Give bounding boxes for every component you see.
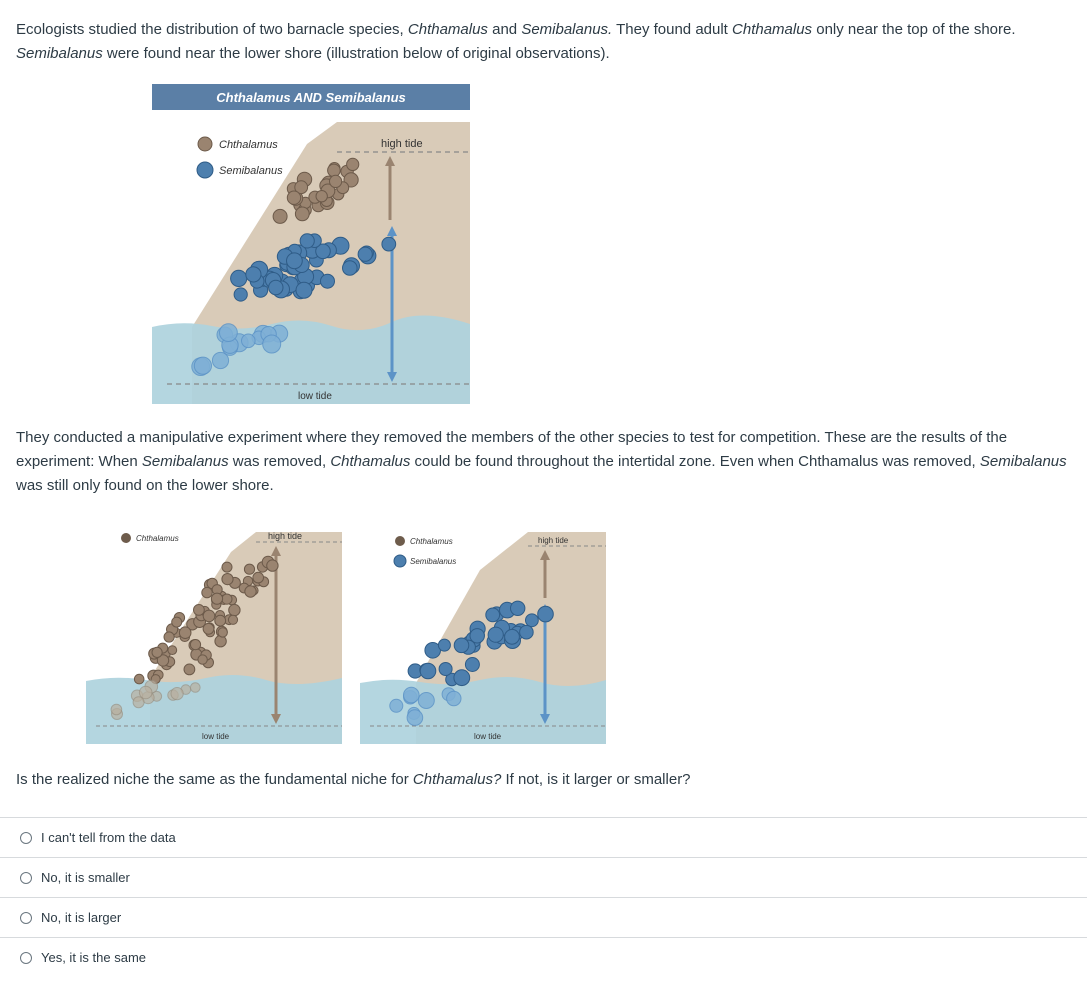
barnacle [382, 237, 396, 251]
answer-option-cant-tell[interactable] [0, 817, 1087, 857]
barnacle [300, 234, 314, 248]
high-tide-label: high tide [381, 138, 423, 150]
low-tide-label: low tide [298, 391, 332, 402]
barnacle [111, 704, 122, 715]
barnacle [328, 164, 341, 177]
radio-button[interactable] [20, 952, 32, 964]
radio-button[interactable] [20, 912, 32, 924]
semibalanus-legend-icon [197, 162, 213, 178]
barnacle [222, 574, 233, 585]
species-name: Semibalanus [16, 45, 103, 62]
barnacle [194, 357, 211, 374]
answer-label: No, it is larger [41, 910, 122, 925]
semibalanus-legend-icon [394, 555, 406, 567]
intro-text-2: and [487, 21, 522, 38]
answer-option-same[interactable] [0, 937, 1087, 977]
barnacle [231, 270, 247, 286]
intro-text-1: Ecologists studied the distribution of two barnacle species, [16, 21, 408, 38]
barnacle [465, 658, 479, 672]
barnacle [234, 288, 247, 301]
chthamalus-legend-icon [395, 536, 405, 546]
barnacle [418, 693, 434, 709]
answer-label: I can't tell from the data [41, 830, 176, 845]
barnacle [253, 572, 264, 583]
answer-label: Yes, it is the same [41, 950, 147, 965]
barnacle [470, 629, 484, 643]
barnacle [222, 594, 232, 604]
barnacle [267, 560, 278, 571]
barnacle [454, 638, 469, 653]
low-tide-label: low tide [202, 732, 230, 741]
barnacle [439, 663, 452, 676]
experiment-text-3: could be found throughout the intertidal zone. Even when Chthamalus was removed, [410, 453, 980, 470]
radio-button[interactable] [20, 832, 32, 844]
barnacle [228, 615, 237, 624]
question-text [16, 768, 1076, 792]
experiment-text-2: was removed, [228, 453, 331, 470]
experiment-text-1: They conducted a manipulative experiment where they removed the members of the other species to test for competition. These are the results of the experiment: When [16, 429, 1008, 470]
barnacle [246, 267, 261, 282]
barnacle [330, 175, 342, 187]
low-tide-label: low tide [474, 732, 502, 741]
barnacle [134, 674, 144, 684]
barnacle [229, 604, 240, 615]
barnacle [245, 586, 256, 597]
barnacle [321, 274, 335, 288]
chthamalus-legend-icon [121, 533, 131, 543]
figure-title: Chthalamus AND Semibalanus [216, 90, 406, 105]
barnacle [215, 615, 226, 626]
barnacle [390, 699, 403, 712]
barnacle [198, 655, 207, 664]
chthamalus-removed-figure [360, 518, 606, 744]
barnacle [203, 623, 214, 634]
barnacle [295, 207, 309, 221]
experiment-paragraph [16, 426, 1076, 498]
radio-button[interactable] [20, 872, 32, 884]
species-name: Chthamalus? [412, 771, 502, 788]
barnacle [488, 627, 503, 642]
barnacle [438, 639, 450, 651]
barnacle [164, 632, 174, 642]
barnacle [211, 593, 222, 604]
barnacle [172, 617, 182, 627]
barnacle [347, 158, 359, 170]
barnacle [220, 324, 238, 342]
answer-option-smaller[interactable] [0, 857, 1087, 897]
species-name: Semibalanus [979, 453, 1067, 470]
barnacle-distribution-figure [152, 84, 470, 404]
high-tide-label: high tide [538, 536, 569, 545]
barnacle [184, 664, 195, 675]
legend-label-semibalanus: Semibalanus [219, 165, 283, 177]
answer-option-larger[interactable] [0, 897, 1087, 937]
barnacle [269, 280, 283, 294]
species-name: Chthamalus [407, 21, 488, 38]
barnacle [538, 606, 554, 622]
chthamalus-legend-icon [198, 137, 212, 151]
legend-label-chthamalus: Chthalamus [219, 139, 278, 151]
barnacle [358, 247, 372, 261]
barnacle [168, 646, 177, 655]
barnacle [526, 614, 539, 627]
species-name: Semibalanus. [521, 21, 613, 38]
barnacle [447, 691, 461, 705]
barnacle [194, 605, 205, 616]
question-text-1: Is the realized niche the same as the fundamental niche for [16, 771, 413, 788]
barnacle [511, 601, 525, 615]
barnacle [244, 564, 254, 574]
barnacle [505, 629, 520, 644]
barnacle [152, 647, 162, 657]
barnacle [202, 587, 212, 597]
barnacle [296, 282, 312, 298]
barnacle [218, 628, 227, 637]
legend-label-semibalanus: Semibalanus [410, 557, 457, 566]
barnacle [520, 625, 534, 639]
barnacle [242, 334, 256, 348]
answer-list [0, 817, 1087, 977]
barnacle [171, 688, 183, 700]
barnacle [343, 261, 358, 276]
barnacle [404, 687, 420, 703]
legend-label-chthamalus: Chthalamus [410, 537, 453, 546]
barnacle [287, 191, 300, 204]
answer-label: No, it is smaller [41, 870, 130, 885]
barnacle [139, 686, 152, 699]
barnacle [454, 670, 470, 686]
barnacle [263, 335, 281, 353]
intro-text-4: only near the top of the shore. [812, 21, 1016, 38]
barnacle [222, 562, 232, 572]
barnacle [179, 627, 191, 639]
barnacle [273, 209, 287, 223]
barnacle [316, 191, 327, 202]
high-tide-label: high tide [268, 531, 303, 541]
species-name: Semibalanus [141, 453, 229, 470]
species-name: Chthamalus [732, 21, 813, 38]
intro-text-5: were found near the lower shore (illustration below of original observations). [102, 45, 610, 62]
barnacle [420, 663, 436, 679]
barnacle [407, 710, 423, 726]
semibalanus-removed-figure [86, 518, 342, 744]
barnacle [486, 608, 500, 622]
species-name: Chthamalus [330, 453, 411, 470]
barnacle [212, 352, 228, 368]
intro-paragraph [16, 18, 1076, 66]
barnacle [203, 610, 215, 622]
experiment-text-4: was still only found on the lower shore. [16, 477, 274, 494]
intro-text-3: They found adult [612, 21, 733, 38]
legend-label-chthamalus: Chthalamus [136, 534, 179, 543]
barnacle [287, 253, 303, 269]
barnacle [191, 683, 201, 693]
question-text-2: If not, is it larger or smaller? [501, 771, 691, 788]
barnacle [190, 640, 200, 650]
